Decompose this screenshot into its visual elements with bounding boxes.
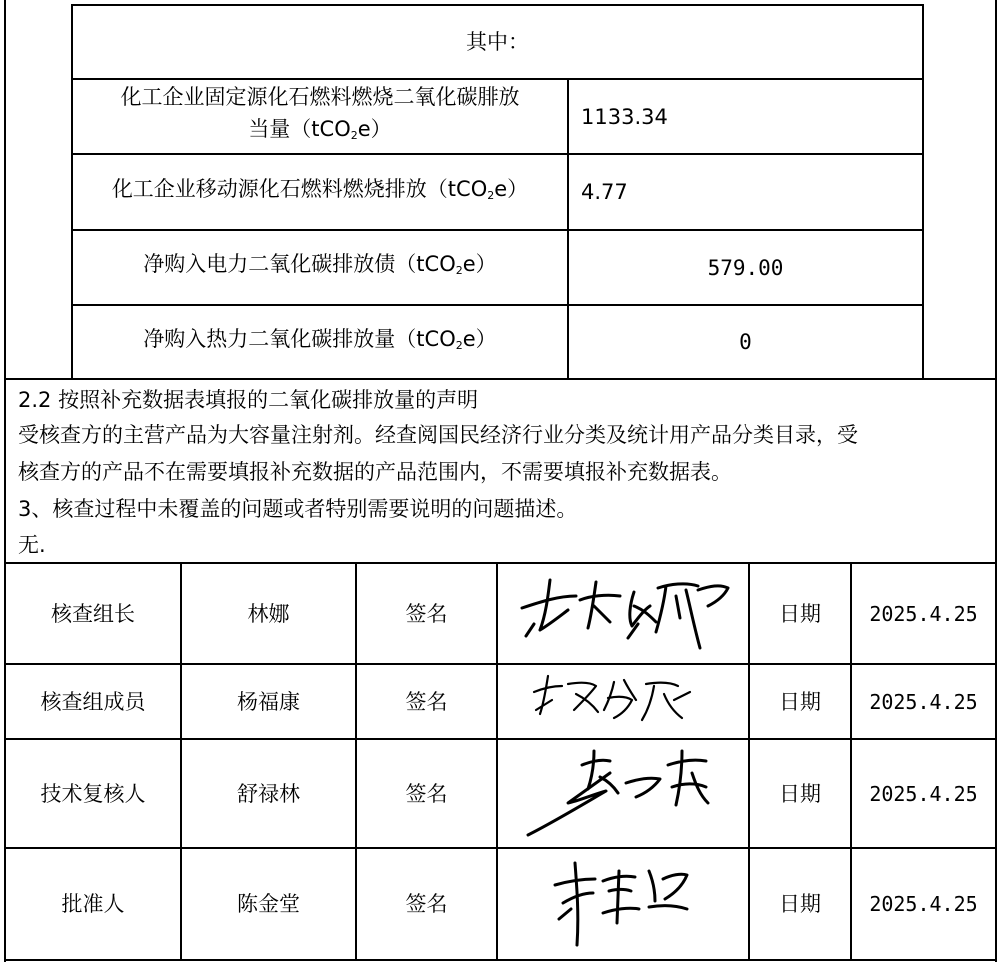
emissions-row-label: 净购入电力二氧化碳排放债（tCO$_2$e） [143, 252, 497, 277]
emissions-row-label: 净购入热力二氧化碳排放量（tCO$_2$e） [143, 326, 497, 352]
emissions-table-header: 其中： [466, 30, 529, 54]
date-value-cell: 2025.4.25 [869, 892, 978, 916]
outer-bottom-border [4, 959, 997, 961]
item3-heading: 3、核查过程中未覆盖的问题或者特别需要说明的问题描述。 [18, 497, 578, 521]
outer-right-border [995, 0, 997, 962]
name-cell: 林娜 [247, 601, 290, 626]
signature-image-yang-fukang [528, 670, 703, 732]
date-label-cell: 日期 [779, 892, 821, 916]
date-value-cell: 2025.4.25 [869, 601, 978, 626]
emissions-row-value: 579.00 [707, 255, 784, 280]
date-value-cell: 2025.4.25 [869, 781, 978, 806]
emissions-row-label: 化工企业固定源化石燃料燃烧二氧化碳腓放 当量（tCO$_2$e） [120, 85, 520, 142]
item3-answer: 无. [18, 533, 46, 557]
emissions-row-value: 1133.34 [581, 104, 668, 129]
signature-image-lin-na [510, 566, 740, 658]
name-cell: 舒禄林 [237, 781, 300, 806]
role-cell: 核查组长 [51, 601, 135, 626]
statement-heading: 2.2 按照补充数据表填报的二氧化碳排放量的声明 [18, 388, 479, 412]
signature-table-column-divider [496, 562, 498, 960]
signature-image-chen-jintang [545, 853, 705, 953]
emissions-table-right-border [922, 4, 924, 379]
statement-body-line: 核查方的产品不在需要填报补充数据的产品范围内，不需要填报补充数据表。 [18, 460, 732, 484]
signature-image-shu-lulin [522, 743, 722, 843]
emissions-row-value: 0 [739, 330, 752, 354]
role-cell: 核查组成员 [40, 689, 146, 714]
name-cell: 陈金堂 [237, 892, 300, 916]
date-label-cell: 日期 [779, 601, 821, 626]
statement-body-line: 受核查方的主营产品为大容量注射剂。经查阅国民经济行业分类及统计用产品分类目录，受 [18, 423, 858, 447]
date-label-cell: 日期 [779, 689, 821, 714]
sign-label-cell: 签名 [405, 601, 448, 626]
name-cell: 杨福康 [237, 689, 300, 714]
sign-label-cell: 签名 [405, 781, 448, 806]
role-cell: 批准人 [61, 892, 125, 916]
role-cell: 技术复核人 [40, 781, 146, 806]
emissions-row-label: 化工企业移动源化石燃料燃烧排放（tCO$_2$e） [111, 176, 529, 202]
date-label-cell: 日期 [779, 781, 821, 806]
sign-label-cell: 签名 [405, 689, 448, 714]
date-value-cell: 2025.4.25 [869, 689, 978, 714]
sign-label-cell: 签名 [405, 892, 448, 916]
section-divider [4, 378, 997, 380]
emissions-row-value: 4.77 [581, 180, 628, 204]
